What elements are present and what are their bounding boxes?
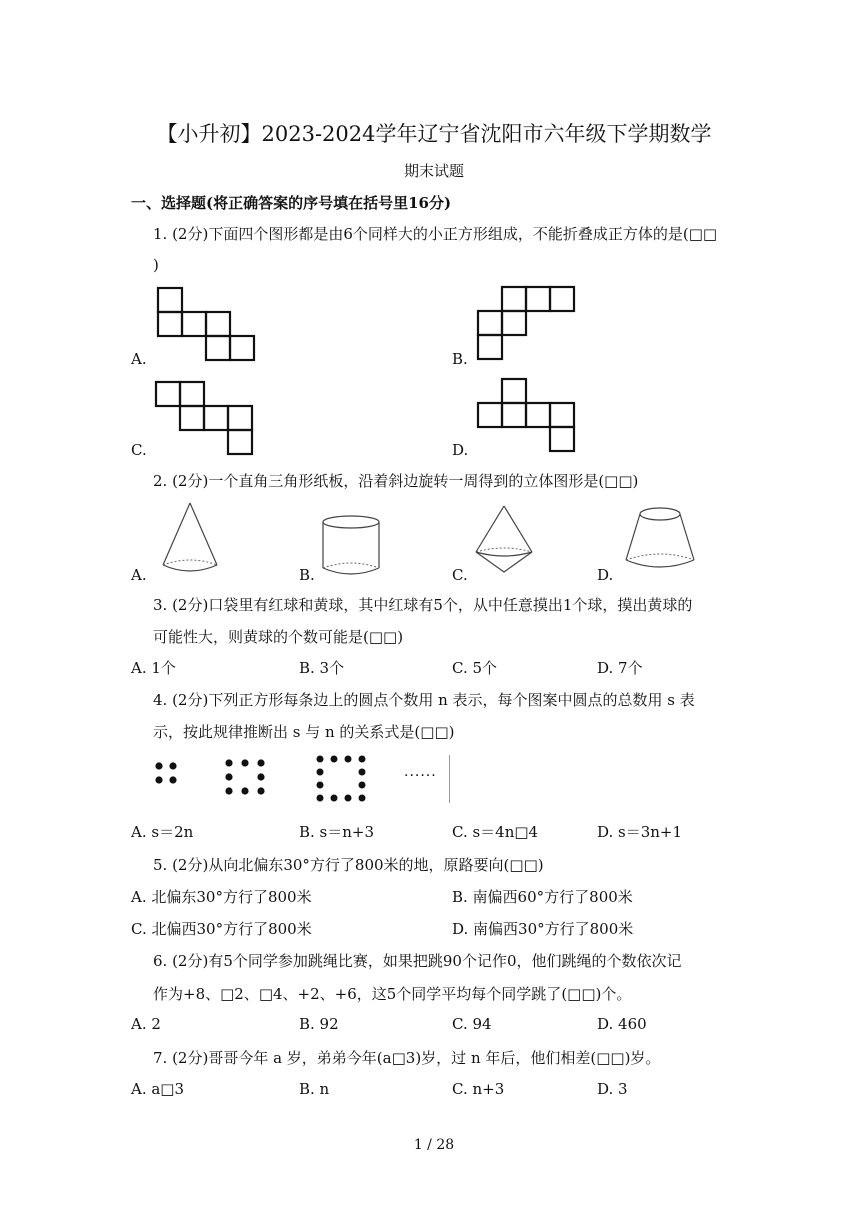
q4-figure-border	[449, 755, 450, 803]
q1-option-c[interactable]: C.	[131, 441, 147, 459]
q2-frustum-figure	[620, 500, 700, 576]
q4-option-a[interactable]: A. s＝2n	[131, 823, 194, 841]
q4-dot-pattern-3	[316, 755, 368, 805]
q6-option-c[interactable]: C. 94	[452, 1015, 492, 1033]
q6-option-b[interactable]: B. 92	[299, 1015, 339, 1033]
q4-option-d[interactable]: D. s＝3n+1	[597, 823, 683, 841]
q3-option-a[interactable]: A. 1个	[131, 659, 176, 677]
q2-option-b[interactable]: B.	[299, 566, 315, 584]
q3-option-c[interactable]: C. 5个	[452, 659, 498, 677]
q2-text: 2. (2分)一个直角三角形纸板，沿着斜边旋转一周得到的立体图形是(□□)	[153, 472, 639, 490]
q4-dot-pattern-1	[155, 762, 181, 788]
q4-text-line2: 示，按此规律推断出 s 与 n 的关系式是(□□)	[153, 723, 455, 741]
q7-option-c[interactable]: C. n+3	[452, 1080, 505, 1098]
section-heading: 一、选择题(将正确答案的序号填在括号里16分)	[131, 194, 452, 212]
q5-option-d[interactable]: D. 南偏西30°方行了800米	[452, 920, 634, 938]
q1-net-b	[477, 286, 577, 361]
q2-cylinder-figure	[318, 510, 386, 578]
q2-option-c[interactable]: C.	[452, 566, 468, 584]
q1-option-b[interactable]: B.	[452, 350, 468, 368]
q2-double-cone-figure	[470, 500, 538, 580]
q3-text-line1: 3. (2分)口袋里有红球和黄球，其中红球有5个，从中任意摸出1个球，摸出黄球的	[153, 596, 693, 614]
q4-text-line1: 4. (2分)下列正方形每条边上的圆点个数用 n 表示，每个图案中圆点的总数用 s 表	[153, 691, 695, 709]
q5-option-b[interactable]: B. 南偏西60°方行了800米	[452, 888, 633, 906]
q3-option-d[interactable]: D. 7个	[597, 659, 643, 677]
q4-option-b[interactable]: B. s＝n+3	[299, 823, 375, 841]
q5-text: 5. (2分)从向北偏东30°方行了800米的地，原路要向(□□)	[153, 856, 544, 874]
q1-option-d[interactable]: D.	[452, 441, 469, 459]
q1-option-a[interactable]: A.	[131, 350, 147, 368]
q4-option-c[interactable]: C. s＝4n□4	[452, 823, 539, 841]
q1-net-d	[477, 378, 577, 453]
q7-option-d[interactable]: D. 3	[597, 1080, 628, 1098]
q7-option-a[interactable]: A. a□3	[131, 1080, 185, 1098]
q3-text-line2: 可能性大，则黄球的个数可能是(□□)	[153, 628, 404, 646]
q3-option-b[interactable]: B. 3个	[299, 659, 345, 677]
q2-option-a[interactable]: A.	[131, 566, 147, 584]
q5-option-c[interactable]: C. 北偏西30°方行了800米	[131, 920, 312, 938]
page-number: 1 / 28	[413, 1137, 455, 1153]
q6-option-d[interactable]: D. 460	[597, 1015, 647, 1033]
q4-ellipsis: ......	[404, 764, 437, 780]
q6-text-line1: 6. (2分)有5个同学参加跳绳比赛，如果把跳90个记作0，他们跳绳的个数依次记	[153, 952, 682, 970]
q1-net-a	[157, 287, 257, 362]
q2-cone-figure	[158, 497, 223, 577]
q6-option-a[interactable]: A. 2	[131, 1015, 161, 1033]
document-subtitle: 期末试题	[403, 162, 464, 180]
document-title: 【小升初】2023-2024学年辽宁省沈阳市六年级下学期数学	[156, 122, 712, 146]
q7-option-b[interactable]: B. n	[299, 1080, 330, 1098]
q1-text-line2: )	[153, 256, 159, 274]
q1-text-line1: 1. (2分)下面四个图形都是由6个同样大的小正方形组成，不能折叠成正方体的是(□□	[153, 225, 718, 243]
q2-option-d[interactable]: D.	[597, 566, 614, 584]
q6-text-line2: 作为+8、□2、□4、+2、+6，这5个同学平均每个同学跳了(□□)个。	[153, 985, 632, 1003]
q5-option-a[interactable]: A. 北偏东30°方行了800米	[131, 888, 312, 906]
q4-dot-pattern-2	[225, 759, 269, 799]
q7-text: 7. (2分)哥哥今年 a 岁，弟弟今年(a□3)岁，过 n 年后，他们相差(□□)岁。	[153, 1049, 661, 1067]
q1-net-c	[155, 381, 255, 456]
